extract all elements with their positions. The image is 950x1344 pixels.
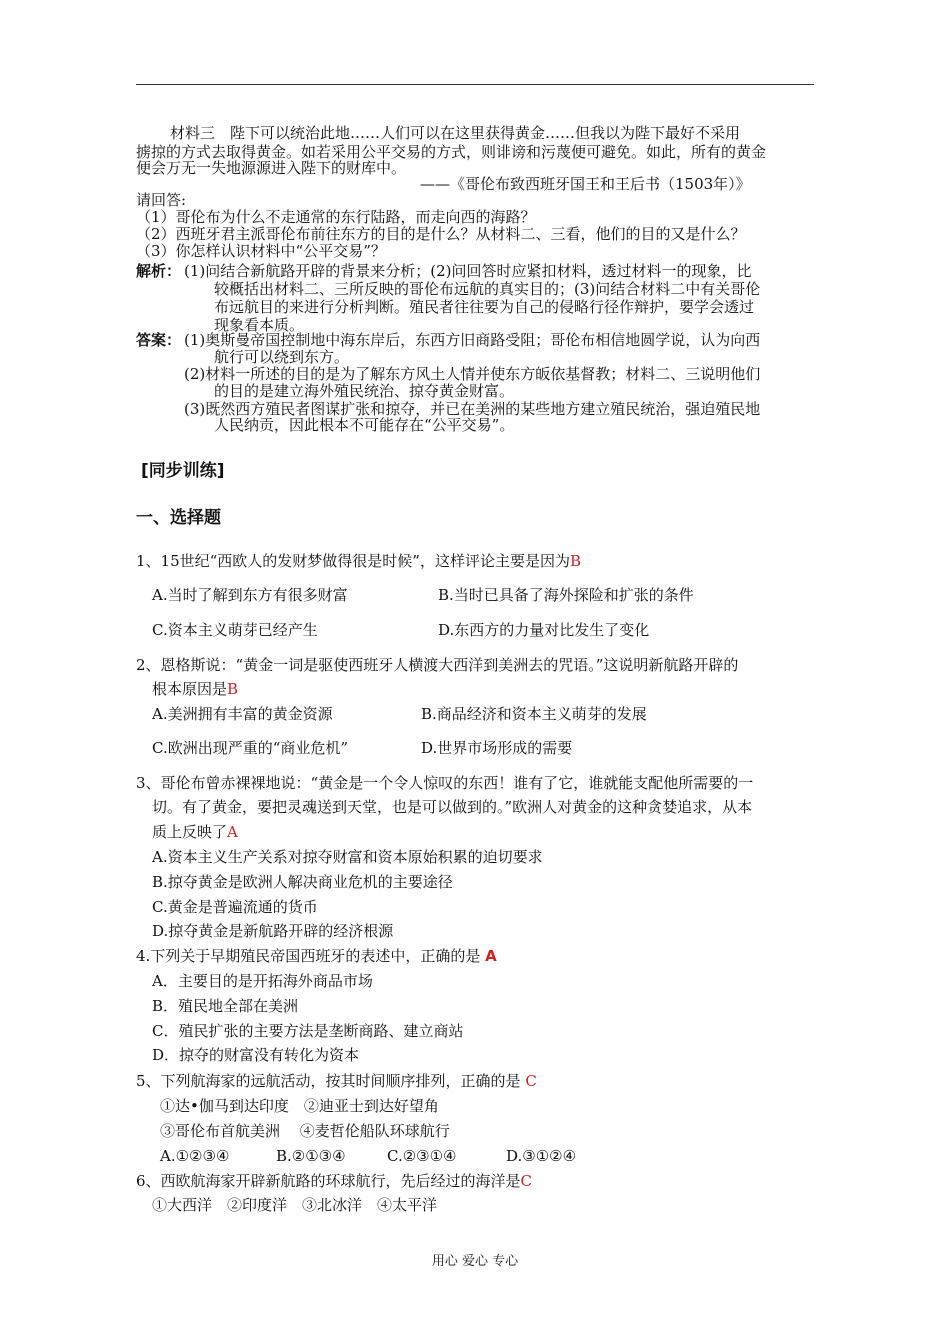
answer-line: (3)既然西方殖民者图谋扩张和掠夺，并已在美洲的某些地方建立殖民统治，强迫殖民地	[184, 400, 761, 418]
q2-stem-line2: 根本原因是B	[152, 680, 239, 698]
q6-stem: 6、西欧航海家开辟新航路的环球航行，先后经过的海洋是C	[136, 1172, 533, 1190]
q5-option-b: B.②①③④	[276, 1147, 346, 1165]
q1-stem: 1、15世纪“西欧人的发财梦做得很是时候”，这样评论主要是因为B	[136, 552, 582, 570]
analysis-line: 现象看本质。	[214, 316, 305, 334]
q3-stem-line3: 质上反映了A	[152, 823, 238, 841]
analysis-line: 较概括出材料二、三所反映的哥伦布远航的真实目的；(3)问结合材料二中有关哥伦	[214, 280, 761, 298]
q5-stem: 5、下列航海家的远航活动，按其时间顺序排列，正确的是 C	[136, 1072, 537, 1090]
q3-stem-line1: 3、哥伦布曾赤裸裸地说：“黄金是一个令人惊叹的东西！谁有了它，谁就能支配他所需要的一	[136, 774, 754, 792]
q5-items-line1: ①达•伽马到达印度 ②迪亚士到达好望角	[160, 1097, 439, 1115]
q5-option-c: C.②③①④	[387, 1147, 457, 1165]
q4-option-c: C．殖民扩张的主要方法是垄断商路、建立商站	[152, 1022, 464, 1040]
answer-line: (2)材料一所述的目的是为了解东方风土人情并使东方皈依基督教；材料二、三说明他们	[184, 365, 761, 383]
answer-line: 航行可以绕到东方。	[214, 348, 350, 366]
q1-option-a: A.当时了解到东方有很多财富	[152, 586, 348, 604]
q1-answer-key: B	[569, 552, 582, 570]
q5-items-line2: ③哥伦布首航美洲 ④麦哲伦船队环球航行	[160, 1122, 450, 1140]
q2-option-c: C.欧洲出现严重的“商业危机”	[152, 739, 349, 757]
q4-stem: 4.下列关于早期殖民帝国西班牙的表述中，正确的是 A	[136, 947, 497, 965]
q5-option-a: A.①②③④	[160, 1147, 230, 1165]
part-title: 一、选择题	[136, 508, 221, 528]
q1-option-c: C.资本主义萌芽已经产生	[152, 621, 318, 639]
questions-intro: 请回答:	[136, 191, 187, 209]
question-3: （3）你怎样认识材料中“公平交易”？	[136, 242, 386, 260]
q5-option-d: D.③①②④	[506, 1147, 577, 1165]
q3-answer-key: A	[227, 823, 238, 841]
q3-option-a: A.资本主义生产关系对掠夺财富和资本原始积累的迫切要求	[152, 848, 543, 866]
material3-line1: 材料三 陛下可以统治此地……人们可以在这里获得黄金……但我以为陛下最好不采用	[170, 124, 741, 142]
q4-option-a: A．主要目的是开拓海外商品市场	[152, 972, 373, 990]
q4-option-d: D．掠夺的财富没有转化为资本	[152, 1046, 360, 1064]
q3-option-c: C.黄金是普遍流通的货币	[152, 898, 318, 916]
section-title: [同步训练]	[141, 461, 225, 481]
analysis-line: (1)问结合新航路开辟的背景来分析；(2)问回答时应紧扣材料，透过材料一的现象，比	[184, 262, 752, 280]
q3-option-d: D.掠夺黄金是新航路开辟的经济根源	[152, 922, 394, 940]
q1-option-d: D.东西方的力量对比发生了变化	[438, 621, 650, 639]
q2-answer-key: B	[227, 680, 239, 698]
q6-answer-key: C	[520, 1172, 533, 1190]
q2-stem-line1: 2、恩格斯说：“黄金一词是驱使西班牙人横渡大西洋到美洲去的咒语。”这说明新航路开辟的	[136, 656, 739, 674]
answer-line: 人民纳贡，因此根本不可能存在“公平交易”。	[214, 416, 515, 434]
material3-line2: 掳掠的方式去取得黄金。如若采用公平交易的方式，则诽谤和污蔑便可避免。如此，所有的黄金	[136, 143, 767, 161]
page-footer: 用心 爱心 专心	[431, 1254, 519, 1269]
q3-option-b: B.掠夺黄金是欧洲人解决商业危机的主要途径	[152, 873, 453, 891]
q2-option-d: D.世界市场形成的需要	[421, 739, 573, 757]
q4-answer-key: A	[485, 947, 497, 965]
answer-line: 的目的是建立海外殖民统治、掠夺黄金财富。	[214, 382, 515, 400]
q6-items: ①大西洋 ②印度洋 ③北冰洋 ④太平洋	[152, 1196, 438, 1214]
header-rule	[136, 84, 814, 85]
analysis-label: 解析：	[136, 262, 182, 280]
material3-source: ——《哥伦布致西班牙国王和王后书（1503年）》	[420, 175, 751, 193]
analysis-line: 布远航目的来进行分析判断。殖民者往往要为自己的侵略行径作辩护，要学会透过	[214, 298, 755, 316]
q3-stem-line2: 切。有了黄金，要把灵魂送到天堂，也是可以做到的。”欧洲人对黄金的这种贪婪追求，从本	[152, 798, 753, 816]
question-1: （1）哥伦布为什么不走通常的东行陆路，而走向西的海路？	[136, 208, 536, 226]
material3-line3: 便会万无一失地源源进入陛下的财库中。	[136, 159, 407, 177]
answer-line: (1)奥斯曼帝国控制地中海东岸后，东西方旧商路受阻；哥伦布相信地圆学说，认为向西	[184, 331, 761, 349]
q5-answer-key: C	[525, 1072, 537, 1090]
q1-option-b: B.当时已具备了海外探险和扩张的条件	[438, 586, 694, 604]
q4-option-b: B．殖民地全部在美洲	[152, 997, 299, 1015]
question-2: （2）西班牙君主派哥伦布前往东方的目的是什么？从材料二、三看，他们的目的又是什么？	[136, 225, 746, 243]
q2-option-a: A.美洲拥有丰富的黄金资源	[152, 705, 333, 723]
q2-option-b: B.商品经济和资本主义萌芽的发展	[421, 705, 647, 723]
answer-label: 答案：	[136, 331, 182, 349]
